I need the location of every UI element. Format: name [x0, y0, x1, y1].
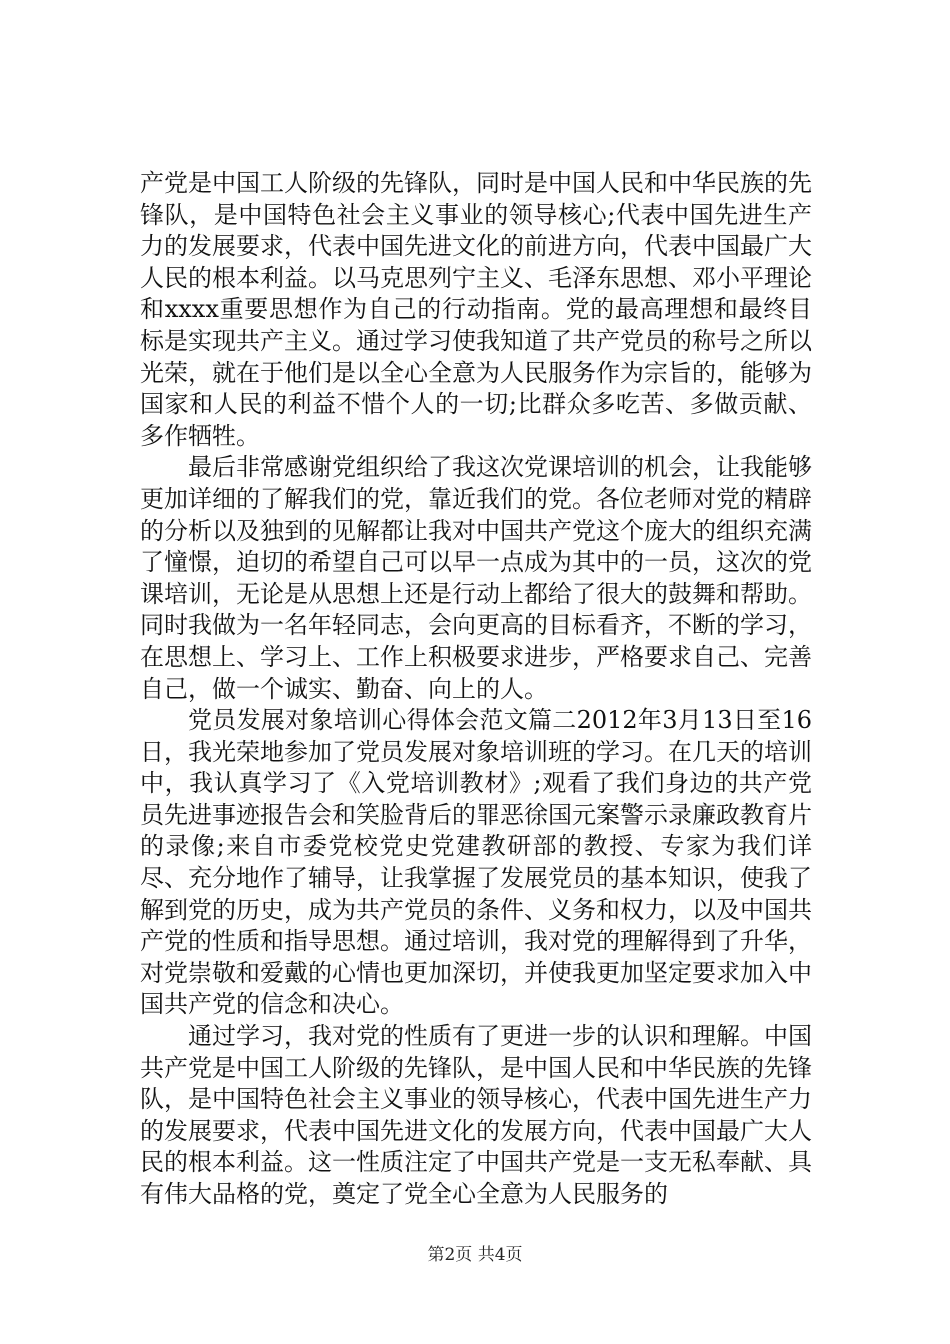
paragraph-1: 产党是中国工人阶级的先锋队，同时是中国人民和中华民族的先锋队，是中国特色社会主义事业的领导核心;代表中国先进生产力的发展要求，代表中国先进文化的前进方向，代表中国最广大人民的根本利益。以马克思列宁主义、毛泽东思想、邓小平理论和xxxx重要思想作为自己的行动指南。党的最高理想和最终目标是实现共产主义。通过学习使我知道了共产党员的称号之所以光荣，就在于他们是以全心全意为人民服务作为宗旨的，能够为国家和人民的利益不惜个人的一切;比群众多吃苦、多做贡献、多作牺牲。: [140, 169, 812, 450]
paragraph-4: 通过学习，我对党的性质有了更进一步的认识和理解。中国共产党是中国工人阶级的先锋队，是中国人民和中华民族的先锋队，是中国特色社会主义事业的领导核心，代表中国先进生产力的发展要求，代表中国先进文化的发展方向，代表中国最广大人民的根本利益。这一性质注定了中国共产党是一支无私奉献、具有伟大品格的党，奠定了党全心全意为人民服务的: [140, 1022, 812, 1208]
paragraph-2: 最后非常感谢党组织给了我这次党课培训的机会，让我能够更加详细的了解我们的党，靠近我们的党。各位老师对党的精辟的分析以及独到的见解都让我对中国共产党这个庞大的组织充满了憧憬，迫切的希望自己可以早一点成为其中的一员，这次的党课培训，无论是从思想上还是行动上都给了很大的鼓舞和帮助。同时我做为一名年轻同志，会向更高的目标看齐，不断的学习，在思想上、学习上、工作上积极要求进步，严格要求自己、完善自己，做一个诚实、勤奋、向上的人。: [140, 453, 812, 703]
page-footer: 第2页 共4页: [427, 1245, 523, 1265]
document-body: [140, 168, 812, 1211]
paragraph-3: 党员发展对象培训心得体会范文篇二2012年3月13日至16日，我光荣地参加了党员发展对象培训班的学习。在几天的培训中，我认真学习了《入党培训教材》;观看了我们身边的共产党员先进事迹报告会和笑脸背后的罪恶徐国元案警示录廉政教育片的录像;来自市委党校党史党建教研部的教授、专家为我们详尽、充分地作了辅导，让我掌握了发展党员的基本知识，使我了解到党的历史，成为共产党员的条件、义务和权力，以及中国共产党的性质和指导思想。通过培训，我对党的理解得到了升华，对党崇敬和爱戴的心情也更加深切，并使我更加坚定要求加入中国共产党的信念和决心。: [140, 706, 812, 1019]
